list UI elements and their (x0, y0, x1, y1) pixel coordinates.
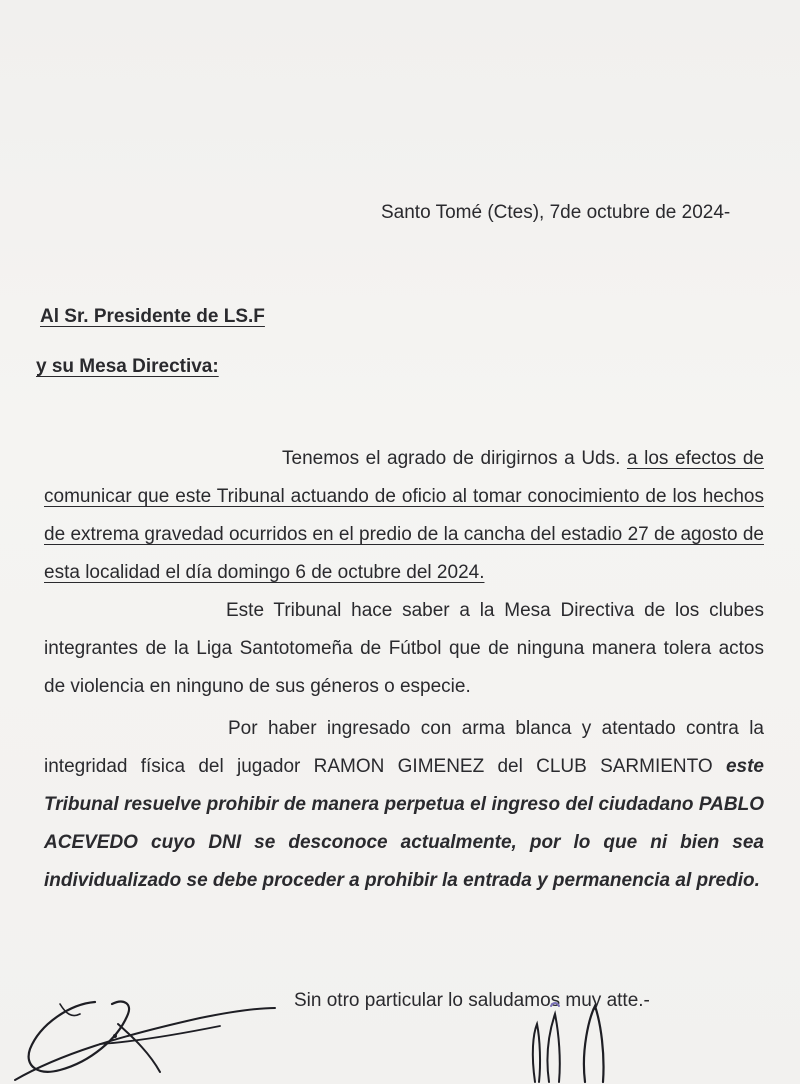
paragraph-1-intro: Tenemos el agrado de dirigirnos a Uds. (282, 448, 627, 469)
signature-right (515, 994, 635, 1084)
paragraph-3-resolution: este Tribunal resuelve prohibir de manera perpetua el ingreso del ciudadano PABLO ACEVEDO cuyo DNI se desconoce actualmente, por lo que ni bien sea individualizado se debe proceder a prohibir la entrada y permanencia al predio. (44, 756, 764, 891)
addressee-line-1: Al Sr. Presidente de LS.F (40, 306, 265, 327)
paragraph-2-text: Este Tribunal hace saber a la Mesa Directiva de los clubes integrantes de la Liga Santotomeña de Fútbol que de ninguna manera tolera actos de violencia en ninguno de sus géneros o especie. (44, 600, 764, 697)
paragraph-2 (44, 592, 764, 706)
date-line: Santo Tomé (Ctes), 7de octubre de 2024- (381, 202, 731, 223)
paragraph-3 (44, 710, 764, 900)
paragraph-3-intro: Por haber ingresado con arma blanca y atentado contra la integridad física del jugador RAMON GIMENEZ del CLUB SARMIENTO (44, 718, 764, 777)
signature-left (0, 984, 290, 1084)
addressee-line-2: y su Mesa Directiva: (36, 356, 219, 377)
closing-line: Sin otro particular lo saludamos muy atte.- (294, 990, 650, 1011)
paragraph-1-underlined: a los efectos de comunicar que este Tribunal actuando de oficio al tomar conocimiento de los hechos de extrema gravedad ocurridos en el predio de la cancha del estadio 27 de agosto de esta localidad el día domingo 6 de octubre del 2024. (44, 448, 764, 583)
paragraph-1 (44, 440, 764, 592)
